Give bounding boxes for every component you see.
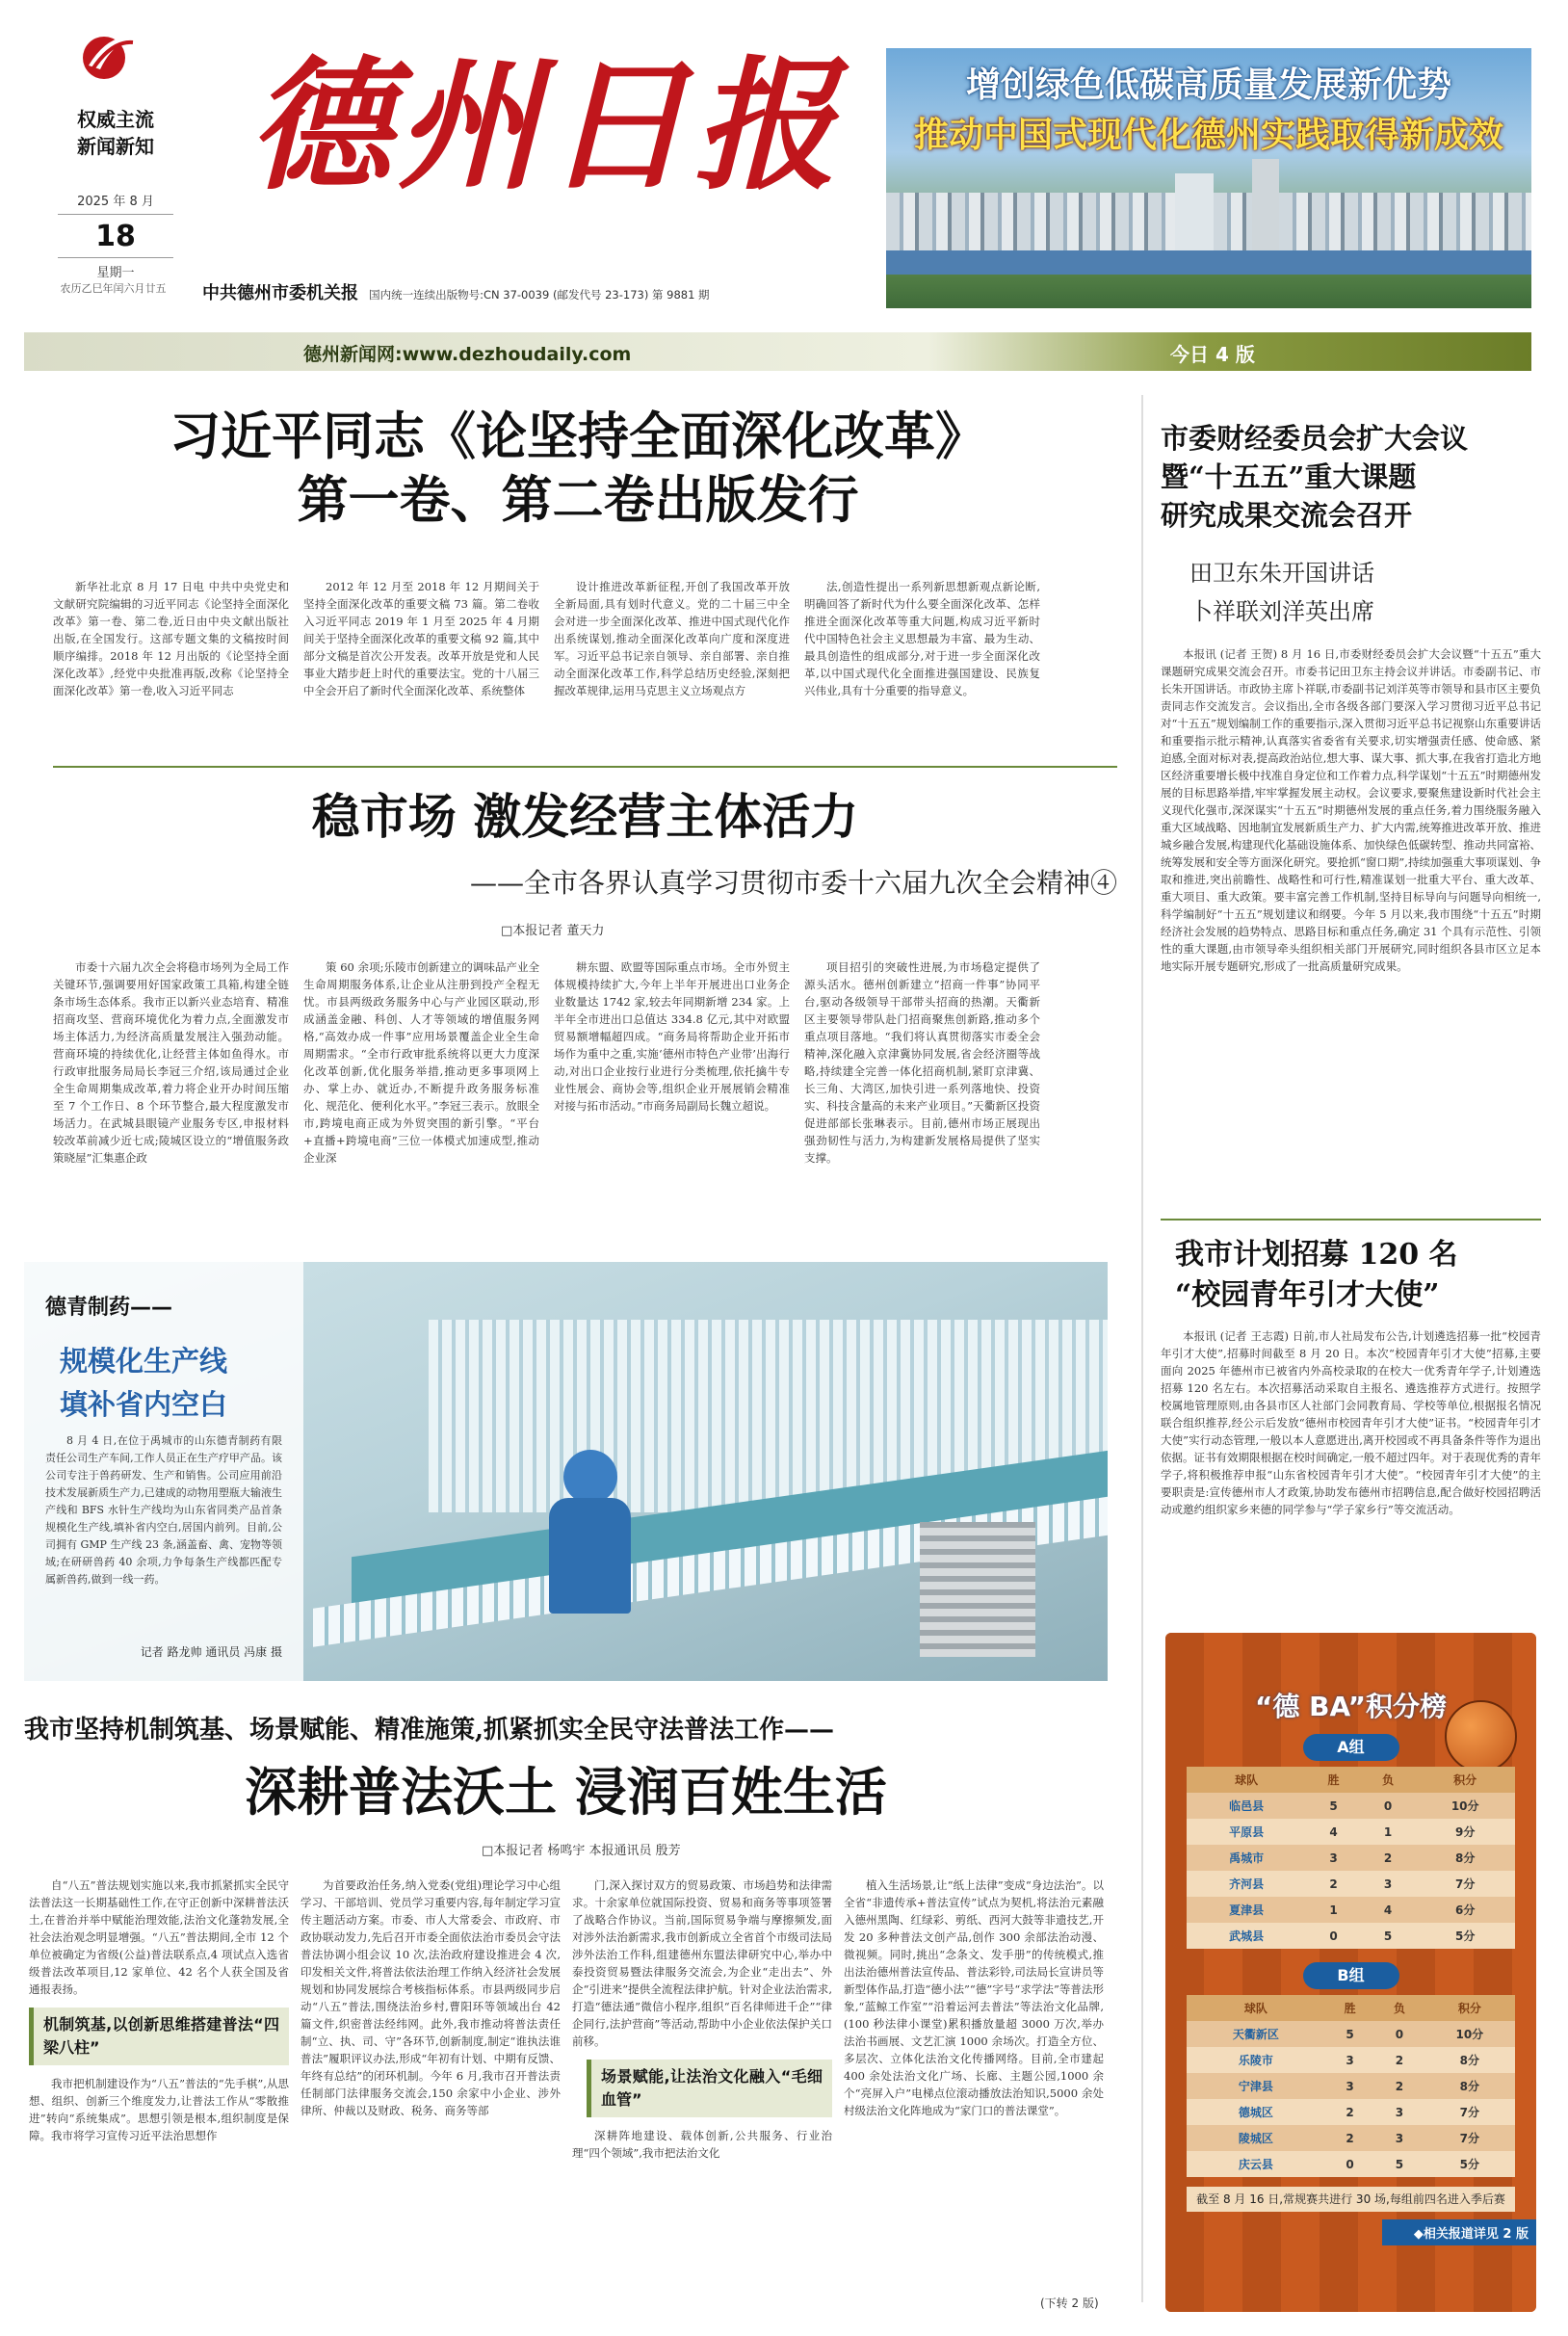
market-col-1: 市委十六届九次全会将稳市场列为全局工作关键环节,强调要用好国家政策工具箱,构建全链条市场生态体系。我市正以新兴业态培育、精准招商攻坚、营商环境优化为着力点,全面激发市场主体活力,为经济高质量发展注入强劲动能。营商环境的持续优化,让经营主体如鱼得水。市行政审批服务局局长李冠三介绍,该局通过企业全生命周期集成改革,着力将企业开办时间压缩至 7 个工作日、8 个环节整合,最大程度激发市场活力。在武城县眼镜产业服务专区,申报材料较改革前减少近七成;陵城区设立的“增值服务政策晓屋”汇集惠企政 (53, 960, 289, 1165)
law-col-3: 门,深入探讨双方的贸易政策、市场趋势和法律需求。十余家单位就国际投资、贸易和商务等事项签署了战略合作协议。当前,国际贸易争端与摩擦频发,面对涉外法治新需求,我市创新成立全省首个市级司法局涉外法治工作科,组建德州东盟法律研究中心,举办中泰投资贸易暨法律服务交流会,为企业“走出去”、外企“引进来”提供全流程法律护航。针对企业法治需求,打造“德法通”微信小程序,组织“百名律师进千企”“律企同行,法护营商”等活动,帮助中小企业依法保护关口前移。 场景赋能,让法治文化融入“毛细血管” 深耕阵地建设、载体创新,公共服务、行业治理“四个领域”,我市把法治文化 (572, 1878, 832, 2160)
table-row: 宁津县 3 2 8分 (1187, 2073, 1515, 2099)
score-board (1165, 1633, 1536, 2312)
score-board-note: 截至 8 月 16 日,常规赛共进行 30 场,每组前四名进入季后赛 (1187, 2187, 1515, 2212)
table-row: 德城区 2 3 7分 (1187, 2099, 1515, 2125)
table-row: 禹城市 3 2 8分 (1187, 1845, 1515, 1871)
slogan: 权威主流 新闻新知 (77, 108, 154, 158)
recruit-body: 本报讯 (记者 王志霞) 日前,市人社局发布公告,计划遴选招募一批“校园青年引才大使”,招募时间截至 8 月 20 日。本次“校园青年引才大使”招募,主要面向 2025 年德州市已被省内外高校录取的在校大一优秀青年学子,计划遴选招募 120 名左右。本次招募活动采取自主报名、遴选推荐方式进行。按照学校属地管理原则,由各县市区人社部门会同教育局、学校等单位,根据报名情况联合组织推荐,经公示后发放“德州市校园青年引才大使”证书。“校园青年引才大使”实行动态管理,一般以本人意愿进出,离开校园或不再具备条件等作为退出依据。证书有效期限根据在校时间确定,一般不超过四年。对于表现优秀的青年学子,将积极推荐申报“山东省校园青年引才大使”。“校园青年引才大使”的主要职责是:宣传德州市人才政策,协助发布德州市招聘信息,配合做好校园招聘活动或邀约组织家乡来德的同学参与“学子家乡行”等交流活动。 (1161, 1329, 1541, 1516)
photo-caption-box: 德青制药—— 规模化生产线 填补省内空白 8 月 4 日,在位于禹城市的山东德青制药有限责任公司生产车间,工作人员正在生产疗甲产品。该公司专注于兽药研发、生产和销售。公司应用前沿技术发展新质生产力,已建成的动物用塑瓶大输液生产线和 BFS 水针生产线均为山东省同类产品首条规模化生产线,填补省内空白,居国内前列。目前,公司拥有 GMP 生产线 23 条,涵盖畜、禽、宠物等领域;在研研兽药 40 余项,力争每条生产线都匹配专属新兽药,做到一线一药。 记者 路龙帅 通讯员 冯康 摄 (24, 1262, 303, 1681)
side-headline: 市委财经委员会扩大会议 暨“十五五”重大课题 研究成果交流会召开 (1161, 422, 1469, 532)
lead-col-3: 设计推进改革新征程,开创了我国改革开放全新局面,具有划时代意义。党的二十届三中全会对进一步全面深化改革、推进中国式现代化作出系统谋划,推动全面深化改革向广度和深度进军。习近平总书记亲自领导、亲自部署、亲自推动全面深化改革工作,科学总结历史经验,深刻把握改革规律,运用马克思主义立场观点方 (554, 580, 790, 697)
banner-headline-1: 增创绿色低碳高质量发展新优势 (965, 66, 1451, 105)
group-a-table: 球队 胜 负 积分 临邑县 5 0 10分 平原县 4 1 9分 禹城市 3 2 8分 齐河县 2 3 7分 夏津县 1 4 6分 武城县 0 5 5分 (1187, 1767, 1515, 1949)
table-row: 齐河县 2 3 7分 (1187, 1871, 1515, 1897)
banner-headline-2: 推动中国式现代化德州实践取得新成效 (913, 116, 1503, 155)
law-subhead-1: 机制筑基,以创新思维搭建普法“四梁八柱” (29, 2008, 289, 2065)
factory-photo (24, 1262, 1108, 1681)
publisher-line: 中共德州市委机关报 国内统一连续出版物号:CN 37-0039 (邮发代号 23-173) 第 9881 期 (202, 283, 710, 303)
website-bar (24, 332, 1531, 371)
today-pages: 今日 4 版 (1170, 343, 1255, 366)
group-b-table: 球队 胜 负 积分 天衢新区 5 0 10分 乐陵市 3 2 8分 宁津县 3 2 8分 德城区 2 3 7分 陵城区 2 3 7分 庆云县 0 5 5分 (1187, 1995, 1515, 2177)
table-row: 武城县 0 5 5分 (1187, 1923, 1515, 1949)
law-col-4: 植入生活场景,让“纸上法律”变成“身边法治”。以全省“非遗传承+普法宣传”试点为契机,将法治元素融入德州黑陶、红绿彩、剪纸、西河大鼓等非遗技艺,开发 20 多种普法文创产品,创作 300 余部法治动漫、微视频。同时,挑出“念条文、发手册”的传统模式,推出法治德州普法宣传品、普法彩铃,司法局长宣讲员等新型体作品,打造“德小法”“德”字号“求学法”等普法形象,“蓝鲸工作室”“沿着运河去普法”等法治文化品牌,(100 秒法律小课堂)累积播放量超 3000 万次,举办法治书画展、文艺汇演 1000 余场次。打造全方位、多层次、立体化法治文化传播网络。目前,全市建起 400 余处法治文化广场、长廊、主题公园,1000 余个“亮屏入户”电梯点位滚动播放法治知识,5000 余处村级法治文化阵地成为“家门口的普法课堂”。 (844, 1878, 1104, 2117)
score-board-title: “德 BA”积分榜 (1255, 1691, 1447, 1722)
website-url[interactable]: 德州新闻网:www.dezhoudaily.com (303, 344, 632, 365)
law-col-1: 自“八五”普法规划实施以来,我市抓紧抓实全民守法普法这一长期基础性工作,在守正创新中深耕普法沃土,在普治并举中赋能治理效能,法治文化蓬勃发展,全社会法治观念明显增强。“八五”普法期间,全市 12 个单位被确定为省级(公益)普法联系点,4 项试点入选省级普法改革项目,12 家单位、42 名个人获全国及省通报表扬。 机制筑基,以创新思维搭建普法“四梁八柱” 我市把机制建设作为“八五”普法的“先手棋”,从思想、组织、创新三个维度发力,让普法工作从“零散推进”转向“系统集成”。思想引领是根本,组织制度是保障。我市将学习宣传习近平法治思想作 (29, 1878, 289, 2142)
table-row: 临邑县 5 0 10分 (1187, 1793, 1515, 1819)
market-headline: 稳市场 激发经营主体活力 (311, 788, 859, 845)
lead-col-4: 法,创造性提出一系列新思想新观点新论断,明确回答了新时代为什么要全面深化改革、怎样推进全面深化改革等重大问题,构成习近平新时代中国特色社会主义思想最为丰富、最为生动、最具创造性的组成部分,对于进一步全面深化改革,以中国式现代化全面推进强国建设、民族复兴伟业,具有十分重要的指导意义。 (804, 580, 1040, 697)
lead-col-1: 新华社北京 8 月 17 日电 中共中央党史和文献研究院编辑的习近平同志《论坚持全面深化改革》第一卷、第二卷,近日由中央文献出版社出版,在全国发行。这部专题文集的文稿按时间顺序编排。2018 年 12 月出版的《论坚持全面深化改革》,经党中央批准再版,改称《论坚持全面深化改革》第一卷,收入习近平同志 (53, 580, 289, 697)
table-row: 庆云县 0 5 5分 (1187, 2151, 1515, 2177)
side-subheads: 田卫东朱开国讲话 卜祥联刘洋英出席 (1189, 560, 1374, 625)
newspaper-logo: 德州日报 (248, 41, 842, 209)
market-subtitle: ——全市各界认真学习贯彻市委十六届九次全会精神④ (469, 867, 1117, 899)
newspaper-emblem (79, 29, 137, 82)
law-kicker: 我市坚持机制筑基、场景赋能、精准施策,抓紧抓实全民守法普法工作—— (24, 1716, 835, 1745)
recruit-headline: 我市计划招募 120 名 “校园青年引才大使” (1175, 1238, 1458, 1312)
banner-image (886, 48, 1531, 308)
law-byline: □本报记者 杨鸣宇 本报通讯员 殷芳 (482, 1844, 681, 1858)
table-row: 夏津县 1 4 6分 (1187, 1897, 1515, 1923)
law-continued[interactable]: (下转 2 版) (1040, 2297, 1099, 2310)
table-row: 天衢新区 5 0 10分 (1187, 2021, 1515, 2047)
market-col-2: 策 60 余项;乐陵市创新建立的调味品产业全生命周期服务体系,让企业从注册到投产全程无忧。市县两级政务服务中心与产业园区联动,形成涵盖金融、科创、人才等领域的增值服务网格,“高效办成一件事”应用场景覆盖企业全生命周期需求。“全市行政审批系统将以更大力度深化改革创新,优化服务举措,推动更多事项网上办、掌上办、就近办,不断提升政务服务标准化、规范化、便利化水平。”李冠三表示。放眼全市,跨境电商正成为外贸突围的新引擎。“平台+直播+跨境电商”三位一体模式加速成型,推动企业深 (303, 960, 539, 1165)
date-box: 2025 年 8 月 18 星期一 农历乙巳年闰六月廿五 (58, 191, 173, 296)
group-a-label: A组 (1303, 1734, 1399, 1761)
related-report-link[interactable]: ◆相关报道详见 2 版 (1382, 2219, 1536, 2245)
lead-headline: 习近平同志《论坚持全面深化改革》 第一卷、第二卷出版发行 (170, 407, 986, 530)
table-row: 乐陵市 3 2 8分 (1187, 2047, 1515, 2073)
market-byline: □本报记者 董天力 (501, 924, 605, 938)
table-row: 平原县 4 1 9分 (1187, 1819, 1515, 1845)
lead-col-2: 2012 年 12 月至 2018 年 12 月期间关于坚持全面深化改革的重要文稿 73 篇。第二卷收入习近平同志 2019 年 1 月至 2025 年 4 月期间关于坚持全面深化改革的重要文稿 92 篇,其中部分文稿是首次公开发表。改革开放是党和人民事业大踏步赶上时代的重要法宝。党的十八届三中全会开启了新时代全面深化改革、系统整体 (303, 580, 539, 697)
law-subhead-2: 场景赋能,让法治文化融入“毛细血管” (587, 2060, 832, 2117)
group-b-label: B组 (1303, 1962, 1399, 1989)
law-col-2: 为首要政治任务,纳入党委(党组)理论学习中心组学习、干部培训、党员学习重要内容,每年制定学习宣传主题活动方案。市委、市人大常委会、市政府、市政协联动发力,先后召开市委全面依法治市委员会守法普法协调小组会议 10 次,法治政府建设推进会 4 次,印发相关文件,将普法依法治理工作纳入经济社会发展规划和协同发展综合考核指标体系。市县两级同步启动“八五”普法,围绕法治乡村,曹阳环等领域出台 42 篇文件,织密普法经纬网。此外,我市推动将普法责任制“立、执、司、守”各环节,创新制度,制定“谁执法谁普法”履职评议办法,形成“年初有计划、中期有反馈、年终有总结”的闭环机制。今年 6 月,我市召开普法责任制部门法律服务交流会,150 余家中小企业、涉外律所、仲裁以及财政、税务、商务等部 (301, 1878, 561, 2117)
side-body: 本报讯 (记者 王贺) 8 月 16 日,市委财经委员会扩大会议暨“十五五”重大课题研究成果交流会召开。市委书记田卫东主持会议并讲话。市委副书记、市长朱开国讲话。市政协主席卜祥联,市委副书记刘洋英等市领导和县市区主要负责同志作交流发言。会议指出,全市各级各部门要深入学习贯彻习近平总书记对“十五五”规划编制工作的重要指示,深入贯彻习近平总书记视察山东重要讲话和重要指示批示精神,认真落实省委省有关要求,切实增强责任感、使命感、紧迫感,全面对标对表,提高政治站位,想大事、谋大事、抓大事,在我省打造北方地区经济重要增长极中找准自身定位和工作着力点,科学谋划“十五五”时期德州发展的目标思路举措,牢牢掌握发展主动权。会议要求,要聚焦建设新时代社会主义现代化强市,深深谋实“十五五”时期德州发展的重点任务,着力围绕服务融入重大区域战略、因地制宜发展新质生产力、扩大内需,统筹推进改革开放、推进城乡融合发展,构建现代化基础设施体系、加快绿色低碳转型、推动共同富裕、统筹发展和安全等方面深化研究。要抢抓“窗口期”,持续加强重大事项谋划、争取和推进,突出前瞻性、战略性和可行性,精准谋划一批重大平台、重大改革、重大项目、重大政策。要丰富完善工作机制,坚持目标导向与问题导向相统一,科学编制好“十五五”规划建议和纲要。今年 5 月以来,我市围绕“十五五”时期经济社会发展的趋势特点、思路目标和重点任务,确定 31 个具有示范性、引领性的重大课题,由市领导牵头组织相关部门开展研究,同时组织各县市区立足本地实际开展专题研究,形成了一批高质量研究成果。 (1161, 647, 1541, 973)
table-row: 陵城区 2 3 7分 (1187, 2125, 1515, 2151)
law-headline: 深耕普法沃土 浸润百姓生活 (245, 1761, 887, 1823)
market-col-4: 项目招引的突破性进展,为市场稳定提供了源头活水。德州创新建立“招商一件事”协同平台,驱动各级领导干部带头招商的热潮。天衢新区主要领导带队赴门招商聚焦创新路,推动多个重点项目落地。“我们将认真贯彻落实市委全会精神,深化融入京津冀协同发展,省会经济圈等战略,持续建全完善一体化招商机制,紧盯京津冀、长三角、大湾区,加快引进一系列落地快、投资实、科技含量高的未来产业项目。”天衢新区投资促进部部长张琳表示。目前,德州市场正展现出强劲韧性与活力,为构建新发展格局提供了坚实支撑。 (804, 960, 1040, 1165)
market-col-3: 耕东盟、欧盟等国际重点市场。全市外贸主体规模持续扩大,今年上半年开展进出口业务企业数量达 1742 家,较去年同期新增 234 家。上半年全市进出口总值达 334.8 亿元,其中对欧盟贸易额增幅超四成。“商务局将帮助企业开拓市场作为重中之重,实施‘德州市特色产业带’出海行动,对出口企业按行业进行分类梳理,依托擒牛专业性展会、商协会等,组织企业开展展销会精准对接与拓市活动。”市商务局副局长魏立超说。 (554, 960, 790, 1113)
